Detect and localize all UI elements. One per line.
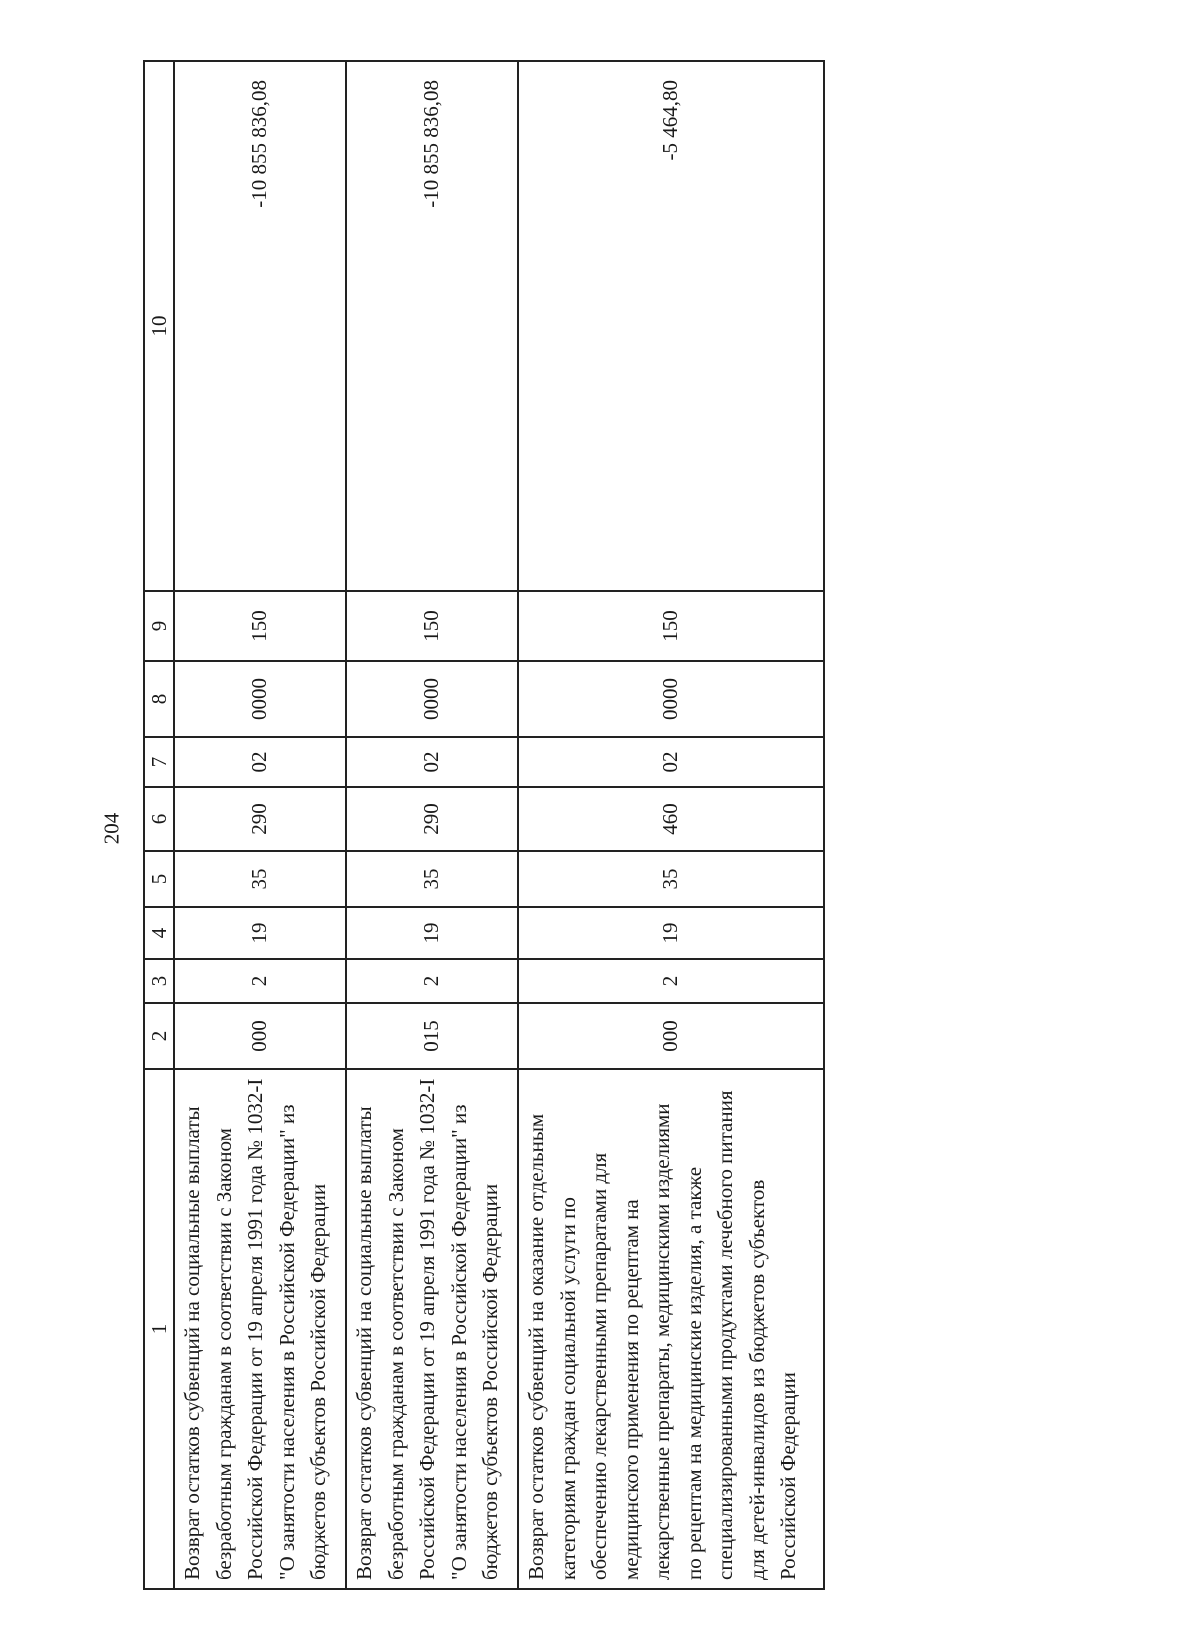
code-cell: 460 [518, 787, 824, 851]
header-cell: 9 [144, 591, 174, 661]
code-cell: 000 [518, 1003, 824, 1069]
description-cell: Возврат остатков субвенций на социальные выплаты безработным гражданам в соответствии с Законом Российской Федерации от 19 апреля 1991 года № 1032-I "О занятости населения в Российской Федерации" из бюджетов субъектов Российской Федерации [346, 1069, 518, 1589]
code-cell: 000 [174, 1003, 346, 1069]
table-row [346, 61, 518, 1589]
code-cell: 02 [174, 737, 346, 787]
budget-table [143, 60, 825, 1590]
code-cell: 150 [174, 591, 346, 661]
code-cell: 150 [346, 591, 518, 661]
amount-cell: -10 855 836,08 [174, 61, 346, 591]
table-row [518, 61, 824, 1589]
header-cell: 4 [144, 907, 174, 959]
description-cell: Возврат остатков субвенций на оказание отдельным категориям граждан социальной услуги по обеспечению лекарственными препаратами для медицинского применения по рецептам на лекарственные препараты, медицинскими изделиями по рецептам на медицинские изделия, а также специализированными продуктами лечебного питания для детей-инвалидов из бюджетов субъектов Российской Федерации [518, 1069, 824, 1589]
header-cell: 1 [144, 1069, 174, 1589]
code-cell: 02 [518, 737, 824, 787]
table-container [143, 62, 823, 1590]
code-cell: 35 [518, 851, 824, 907]
code-cell: 015 [346, 1003, 518, 1069]
header-cell: 10 [144, 61, 174, 591]
header-row [144, 61, 174, 1589]
code-cell: 35 [174, 851, 346, 907]
code-cell: 2 [346, 959, 518, 1003]
description-cell: Возврат остатков субвенций на социальные выплаты безработным гражданам в соответствии с Законом Российской Федерации от 19 апреля 1991 года № 1032-I "О занятости населения в Российской Федерации" из бюджетов субъектов Российской Федерации [174, 1069, 346, 1589]
code-cell: 02 [346, 737, 518, 787]
header-cell: 2 [144, 1003, 174, 1069]
code-cell: 0000 [518, 661, 824, 737]
page-number: 204 [99, 812, 124, 844]
code-cell: 19 [518, 907, 824, 959]
header-cell: 7 [144, 737, 174, 787]
code-cell: 35 [346, 851, 518, 907]
code-cell: 2 [174, 959, 346, 1003]
code-cell: 0000 [346, 661, 518, 737]
header-cell: 6 [144, 787, 174, 851]
code-cell: 19 [346, 907, 518, 959]
amount-cell: -5 464,80 [518, 61, 824, 591]
code-cell: 19 [174, 907, 346, 959]
code-cell: 150 [518, 591, 824, 661]
code-cell: 290 [346, 787, 518, 851]
header-cell: 5 [144, 851, 174, 907]
code-cell: 0000 [174, 661, 346, 737]
header-cell: 8 [144, 661, 174, 737]
amount-cell: -10 855 836,08 [346, 61, 518, 591]
code-cell: 2 [518, 959, 824, 1003]
header-cell: 3 [144, 959, 174, 1003]
table-row [174, 61, 346, 1589]
code-cell: 290 [174, 787, 346, 851]
